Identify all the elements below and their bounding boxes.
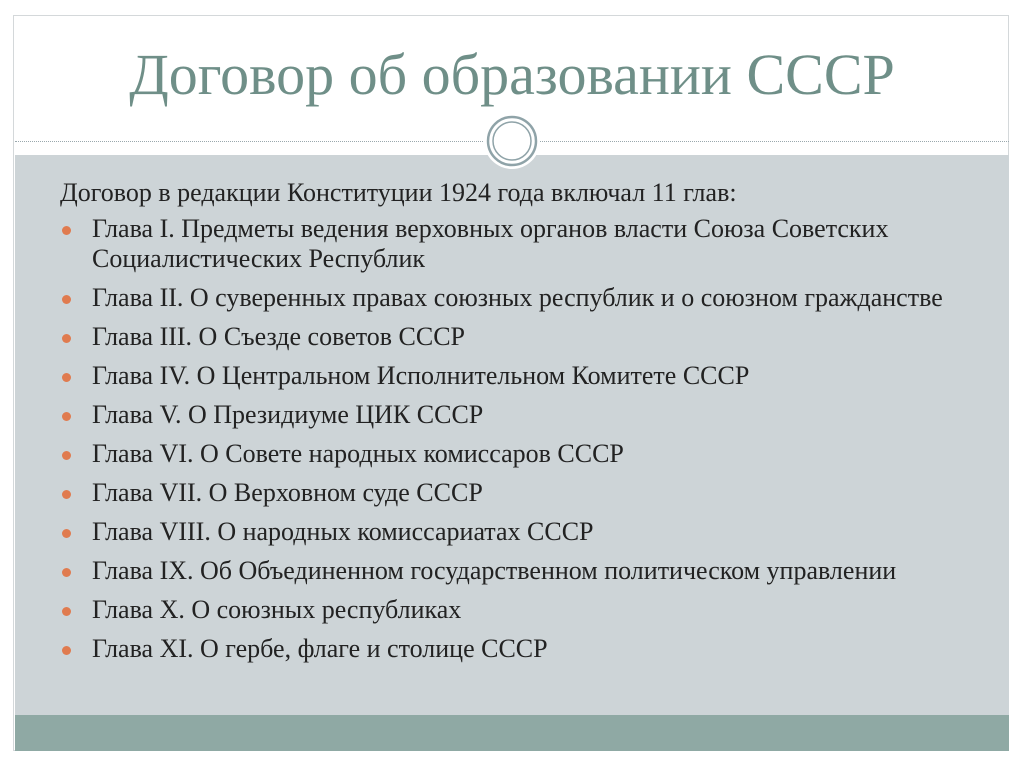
chapter-text: Глава I. Предметы ведения верховных органов власти Союза Советских Социалистических Республик bbox=[92, 214, 889, 273]
list-item bbox=[60, 595, 980, 625]
list-item bbox=[60, 400, 980, 430]
round-bullet-icon bbox=[62, 490, 71, 499]
round-bullet-icon bbox=[62, 226, 71, 235]
bottom-accent-bar bbox=[15, 715, 1009, 751]
round-bullet-icon bbox=[62, 529, 71, 538]
chapter-text: Глава X. О союзных республиках bbox=[92, 595, 462, 624]
list-item bbox=[60, 361, 980, 391]
round-bullet-icon bbox=[62, 412, 71, 421]
double-circle-icon bbox=[482, 111, 542, 171]
list-item bbox=[60, 283, 980, 313]
intro-text: Договор в редакции Конституции 1924 года включал 11 глав: bbox=[60, 178, 737, 207]
list-item bbox=[60, 478, 980, 508]
chapter-text: Глава VII. О Верховном суде СССР bbox=[92, 478, 483, 507]
chapter-text: Глава VI. О Совете народных комиссаров СССР bbox=[92, 439, 624, 468]
round-bullet-icon bbox=[62, 451, 71, 460]
round-bullet-icon bbox=[62, 295, 71, 304]
round-bullet-icon bbox=[62, 334, 71, 343]
chapter-text: Глава III. О Съезде советов СССР bbox=[92, 322, 466, 351]
list-item bbox=[60, 214, 980, 274]
list-item bbox=[60, 439, 980, 469]
round-bullet-icon bbox=[62, 568, 71, 577]
round-bullet-icon bbox=[62, 607, 71, 616]
chapter-text: Глава V. О Президиуме ЦИК СССР bbox=[92, 400, 484, 429]
chapter-text: Глава IV. О Центральном Исполнительном Комитете СССР bbox=[92, 361, 750, 390]
slide-title: Договор об образовании СССР bbox=[129, 42, 895, 107]
round-bullet-icon bbox=[62, 373, 71, 382]
round-bullet-icon bbox=[62, 646, 71, 655]
chapter-list bbox=[60, 214, 980, 664]
list-item bbox=[60, 634, 980, 664]
chapter-text: Глава VIII. О народных комиссариатах СССР bbox=[92, 517, 594, 546]
list-item bbox=[60, 322, 980, 352]
chapter-text: Глава IX. Об Объединенном государственном политическом управлении bbox=[92, 556, 897, 585]
list-item bbox=[60, 517, 980, 547]
list-item bbox=[60, 556, 980, 586]
chapter-text: Глава XI. О гербе, флаге и столице СССР bbox=[92, 634, 548, 663]
slide-content bbox=[60, 178, 980, 673]
chapter-text: Глава II. О суверенных правах союзных республик и о союзном гражданстве bbox=[92, 283, 943, 312]
